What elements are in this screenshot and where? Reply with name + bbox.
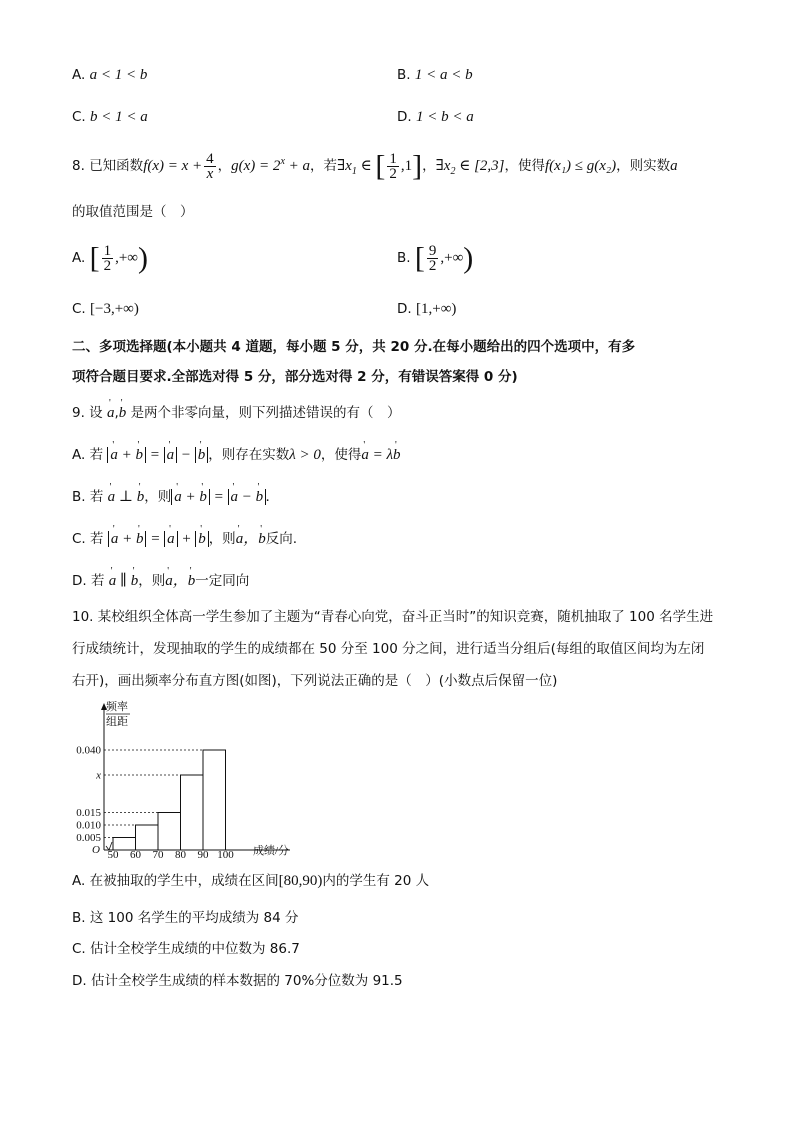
f-definition: f(x) = x + $\frac{4}{x}$ xyxy=(143,151,214,183)
q8-option-c xyxy=(72,300,139,318)
option-label: D. xyxy=(397,301,412,317)
y-axis-label-bottom: 组距 xyxy=(106,716,128,728)
stem-text: ， xyxy=(217,158,232,174)
condition-expr: ' a + ' b = ' a − ' b xyxy=(107,447,208,463)
x-tick-label: 100 xyxy=(217,849,234,860)
q9-option-d xyxy=(72,572,249,590)
origin-label: O xyxy=(92,844,100,856)
vectors: ' a，' b xyxy=(165,573,195,589)
x-tick-label: 80 xyxy=(175,849,186,860)
q10-option-a xyxy=(72,872,429,890)
option-expr: 1 < a < b xyxy=(414,67,473,83)
q10-option-b xyxy=(72,909,298,927)
q10-stem-line1: 10. 某校组织全体高一学生参加了主题为“青春心向党，奋斗正当时”的知识竞赛，随机抽取了 100 名学生进 xyxy=(72,609,714,625)
q10-stem-line2: 行成绩统计，发现抽取的学生的成绩都在 50 分至 100 分之间，进行适当分组后(每组的取值区间均为左闭 xyxy=(72,641,705,657)
option-label: A. xyxy=(72,250,86,266)
y-tick-label: 0.010 xyxy=(76,819,101,832)
y-tick-label: 0.015 xyxy=(76,807,101,819)
q9-stem: 9. 设 ' a,' b 是两个非零向量，则下列描述错误的有（ ） xyxy=(72,404,401,422)
option-label: B. xyxy=(397,250,411,266)
q9-option-b xyxy=(72,488,270,506)
q7-option-b xyxy=(397,66,473,84)
q8-option-a xyxy=(72,240,148,277)
condition-expr: ' a + ' b = ' a + ' b xyxy=(108,531,209,547)
exists-x1: $\exists x_1$ ∈ [ $\frac{1}{2}$ ,1] xyxy=(337,149,423,183)
option-text: 在被抽取的学生中，成绩在区间 xyxy=(89,873,279,889)
option-text: 反向. xyxy=(265,531,297,547)
lambda-expr: λ > 0 xyxy=(289,447,321,463)
option-label: A. xyxy=(72,873,86,889)
q8-stem-line2: 的取值范围是（ ） xyxy=(72,204,194,220)
vector-b: ' b xyxy=(119,404,127,422)
option-label: D. xyxy=(72,573,87,589)
option-label: D. xyxy=(397,109,412,125)
option-text: 估计全校学生成绩的样本数据的 70%分位数为 91.5 xyxy=(90,973,403,989)
option-text: 这 100 名学生的平均成绩为 84 分 xyxy=(89,910,299,926)
option-text: 内的学生有 20 人 xyxy=(322,873,430,889)
x-tick-label: 90 xyxy=(197,849,209,860)
exists-x2: $\exists x_2$ ∈ [2,3] xyxy=(435,158,505,177)
x-tick-label: 70 xyxy=(152,849,164,860)
option-label: C. xyxy=(72,531,86,547)
q7-option-a xyxy=(72,66,147,84)
q9-option-c xyxy=(72,530,297,548)
stem-text: 9. 设 xyxy=(72,405,103,421)
frequency-histogram xyxy=(70,700,310,860)
vectors: ' a，' b xyxy=(236,531,266,547)
option-text: 若 xyxy=(89,489,104,505)
question-number: 8. xyxy=(72,158,85,174)
histogram-bar-[90,100) xyxy=(203,750,226,850)
option-label: A. xyxy=(72,67,86,83)
option-text: ，则存在实数 xyxy=(208,447,290,463)
x-axis-label: 成绩/分 xyxy=(253,845,290,857)
result-expr: ' a + ' b = ' a − ' b . xyxy=(171,489,270,505)
y-tick-label: x xyxy=(96,769,101,782)
option-expr: b < 1 < a xyxy=(90,109,148,125)
option-text: 若 xyxy=(89,447,104,463)
y-tick-label: 0.040 xyxy=(76,744,101,757)
histogram-bar-[60,70) xyxy=(136,825,159,850)
option-label: C. xyxy=(72,109,86,125)
stem-text: ，使得 xyxy=(504,158,545,174)
option-text: 估计全校学生成绩的中位数为 86.7 xyxy=(90,941,300,957)
stem-text: ，若 xyxy=(310,158,338,174)
option-label: D. xyxy=(72,973,87,989)
g-definition: $g(x) = 2^x + a$ xyxy=(231,156,311,174)
q8-option-b xyxy=(397,240,473,277)
q8-option-d xyxy=(397,300,456,318)
q9-option-a xyxy=(72,446,401,464)
histogram-bar-[80,90) xyxy=(181,775,204,850)
option-expr: a < 1 < b xyxy=(89,67,148,83)
option-text: ，使得 xyxy=(320,447,362,463)
option-label: C. xyxy=(72,301,86,317)
option-expr: [ $\frac{1}{2}$ ,+∞) xyxy=(89,241,148,275)
result-expr: ' a = λ' b xyxy=(361,447,400,463)
option-label: C. xyxy=(72,941,86,957)
condition-expr: ' a ⊥ ' b xyxy=(108,489,145,505)
option-text: ，则 xyxy=(208,531,236,547)
option-text: ，则 xyxy=(144,489,172,505)
q7-option-c xyxy=(72,108,148,126)
inequality: f(x₁) ≤ g(x₂) xyxy=(545,158,617,174)
y-axis-label-top: 频率 xyxy=(106,701,128,713)
condition-expr: ' a ∥ ' b xyxy=(109,573,138,589)
histogram-bar-[70,80) xyxy=(158,813,181,851)
option-expr: [−3,+∞) xyxy=(90,301,139,317)
x-tick-label: 60 xyxy=(130,849,141,860)
stem-text: 已知函数 xyxy=(89,158,144,174)
q7-option-d xyxy=(397,108,474,126)
stem-text: ， xyxy=(422,158,436,174)
option-label: B. xyxy=(397,67,411,83)
section-heading-line2: 项符合题目要求.全部选对得 5 分，部分选对得 2 分，有错误答案得 0 分) xyxy=(72,369,518,385)
q10-option-d xyxy=(72,972,403,990)
option-label: B. xyxy=(72,910,86,926)
q8-stem xyxy=(72,146,678,188)
stem-text: 是两个非零向量，则下列描述错误的有（ ） xyxy=(130,405,401,421)
option-text: 若 xyxy=(90,531,104,547)
option-label: B. xyxy=(72,489,86,505)
x-tick-label: 50 xyxy=(107,849,119,860)
section-heading-line1: 二、多项选择题(本小题共 4 道题，每小题 5 分，共 20 分.在每小题给出的四个选项中，有多 xyxy=(72,339,636,355)
interval-expr: [80,90) xyxy=(278,873,323,889)
y-tick-label: 0.005 xyxy=(76,832,101,844)
option-text: ，则 xyxy=(138,573,166,589)
option-text: 若 xyxy=(90,573,105,589)
stem-text: ，则实数 xyxy=(616,158,671,174)
option-expr: [1,+∞) xyxy=(415,301,457,317)
q10-option-c xyxy=(72,940,300,958)
option-text: 一定同向 xyxy=(195,573,250,589)
option-expr: 1 < b < a xyxy=(415,109,474,125)
var-a: a xyxy=(670,158,678,174)
q10-stem-line3: 右开)，画出频率分布直方图(如图)，下列说法正确的是（ ）(小数点后保留一位) xyxy=(72,673,558,689)
option-expr: [ $\frac{9}{2}$ ,+∞) xyxy=(414,241,474,275)
option-label: A. xyxy=(72,447,86,463)
vector-a: ' a xyxy=(107,404,115,422)
